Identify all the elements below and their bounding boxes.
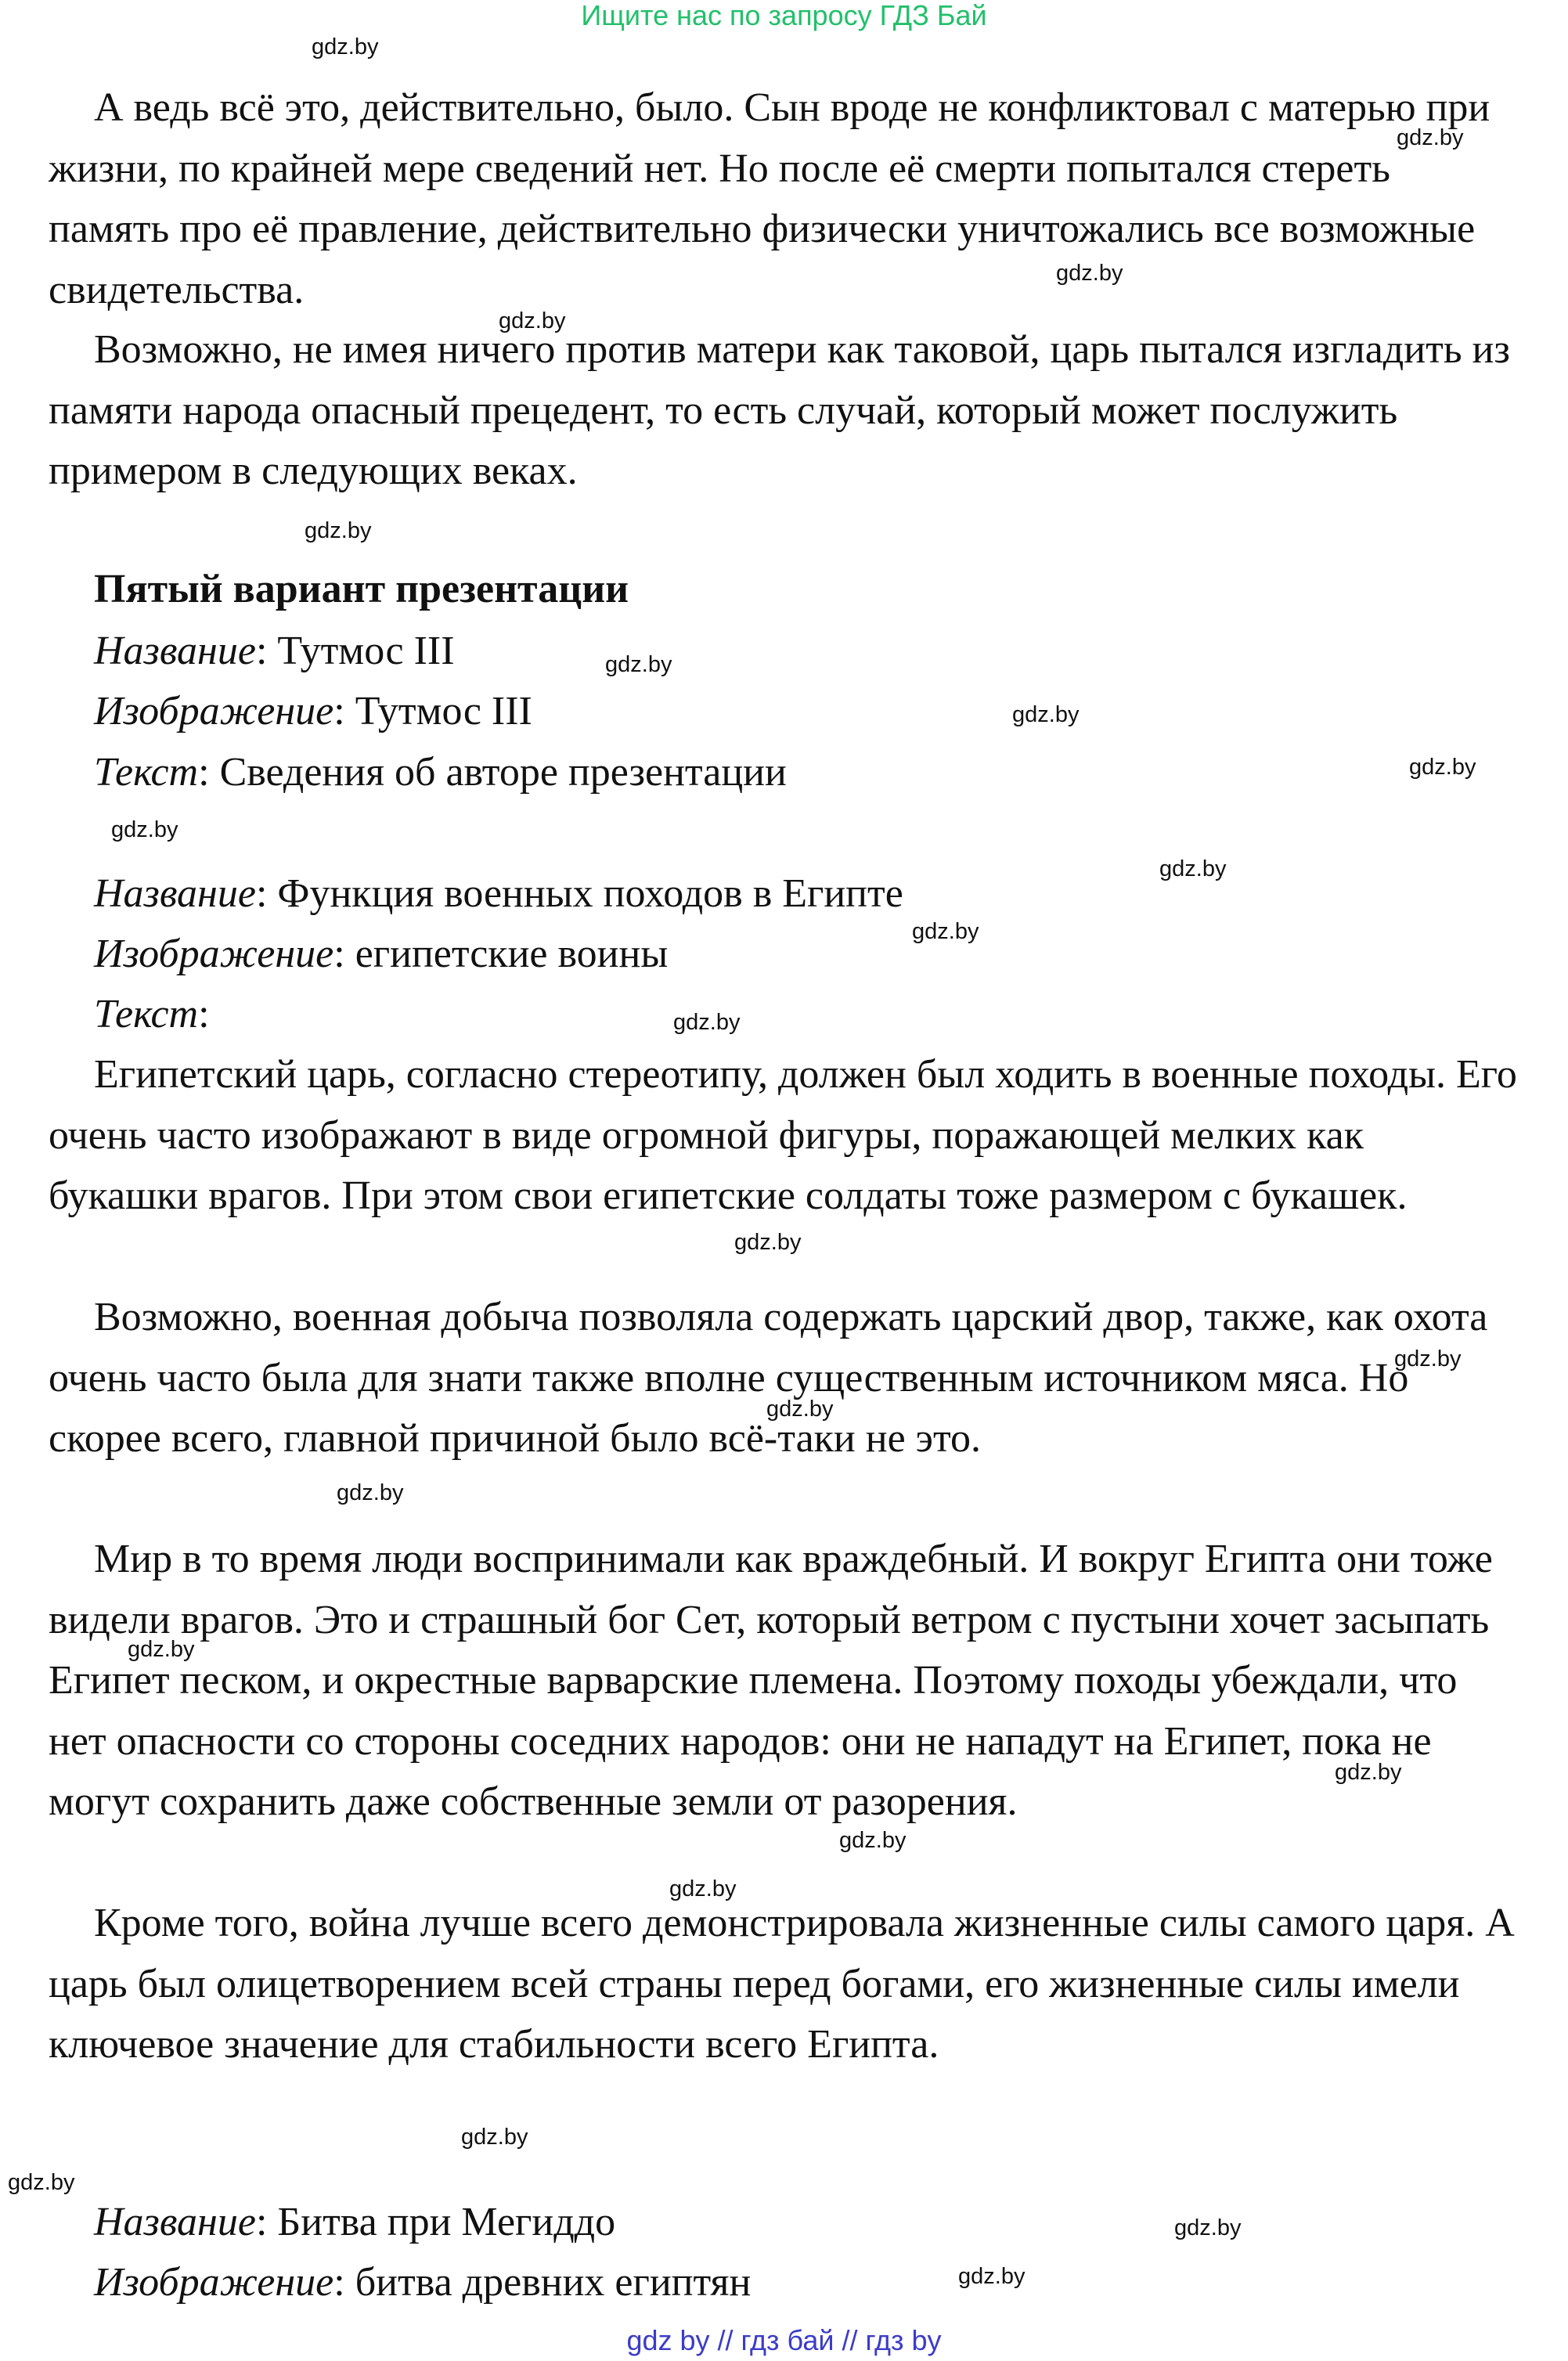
slide-name: Функция военных походов в Египте — [277, 871, 903, 916]
watermark: gdz.by — [128, 1637, 195, 1662]
slide-text: Сведения об авторе презентации — [219, 750, 787, 795]
bottom-banner: gdz by // гдз бай // гдз by — [626, 2324, 942, 2356]
image-label: Изображение — [94, 2260, 334, 2305]
slide-image: битва древних египтян — [355, 2260, 752, 2305]
image-label: Изображение — [94, 932, 334, 976]
watermark: gdz.by — [1012, 702, 1080, 727]
watermark: gdz.by — [1409, 755, 1476, 780]
watermark: gdz.by — [337, 1480, 404, 1505]
slide-image: египетские воины — [355, 932, 669, 976]
slide-text-line: Текст: Сведения об авторе презентации — [94, 750, 787, 795]
name-label: Название — [94, 871, 256, 916]
watermark: gdz.by — [1159, 856, 1227, 881]
watermark: gdz.by — [912, 919, 979, 944]
slide-name: Тутмос III — [277, 629, 455, 673]
name-label: Название — [94, 629, 256, 673]
slide-image-line: Изображение: Тутмос III — [94, 689, 532, 734]
watermark: gdz.by — [673, 1010, 741, 1035]
image-label: Изображение — [94, 689, 334, 734]
watermark: gdz.by — [734, 1230, 802, 1255]
slide-name-line: Название: Тутмос III — [94, 629, 455, 673]
watermark: gdz.by — [1174, 2215, 1242, 2240]
slide-text-line: Текст: — [94, 992, 210, 1036]
top-banner: Ищите нас по запросу ГДЗ Бай — [581, 0, 987, 31]
paragraph: Возможно, военная добыча позволяла содержать царский двор, также, как охота очень часто была для знати также вполне существенным источником мяса. Но скорее всего, главной причиной было всё-таки не это. — [49, 1295, 1488, 1461]
text-label: Текст — [94, 750, 199, 795]
slide-image: Тутмос III — [355, 689, 532, 734]
slide-name-line: Название: Функция военных походов в Египте — [94, 871, 903, 916]
watermark: gdz.by — [8, 2170, 75, 2195]
watermark: gdz.by — [958, 2264, 1026, 2289]
watermark: gdz.by — [461, 2125, 528, 2150]
section-heading: Пятый вариант презентации — [94, 567, 629, 611]
watermark: gdz.by — [605, 652, 672, 677]
watermark: gdz.by — [499, 308, 566, 333]
watermark: gdz.by — [305, 518, 372, 543]
paragraph: А ведь всё это, действительно, было. Сын вроде не конфликтовал с матерью при жизни, по крайней мере сведений нет. Но после её смерти попытался стереть память про её правление, действительно физически уничтожались все возможные свидетельства. — [49, 85, 1491, 312]
slide-name-line: Название: Битва при Мегиддо — [94, 2200, 616, 2244]
watermark: gdz.by — [1397, 125, 1464, 150]
watermark: gdz.by — [839, 1828, 907, 1853]
slide-image-line: Изображение: битва древних египтян — [94, 2260, 752, 2305]
paragraph: Египетский царь, согласно стереотипу, должен был ходить в военные походы. Его очень часто изображают в виде огромной фигуры, поражающей мелких как букашки врагов. При этом свои египетские солдаты тоже размером с букашек. — [49, 1052, 1517, 1218]
paragraph: Возможно, не имея ничего против матери как таковой, царь пытался изгладить из памяти народа опасный прецедент, то есть случай, который может послужить примером в следующих веках. — [49, 327, 1510, 493]
watermark: gdz.by — [111, 817, 178, 842]
watermark: gdz.by — [1335, 1760, 1402, 1785]
watermark: gdz.by — [766, 1397, 834, 1422]
slide-image-line: Изображение: египетские воины — [94, 932, 669, 976]
watermark: gdz.by — [669, 1876, 737, 1901]
watermark: gdz.by — [1056, 261, 1123, 286]
watermark: gdz.by — [312, 34, 379, 59]
name-label: Название — [94, 2200, 256, 2244]
slide-name: Битва при Мегиддо — [277, 2200, 616, 2244]
text-label: Текст — [94, 992, 199, 1036]
paragraph: Кроме того, война лучше всего демонстрировала жизненные силы самого царя. А царь был олицетворением всей страны перед богами, его жизненные силы имели ключевое значение для стабильности всего Египта. — [49, 1901, 1515, 2067]
paragraph: Мир в то время люди воспринимали как враждебный. И вокруг Египта они тоже видели врагов. Это и страшный бог Сет, который ветром с пустыни хочет засыпать Египет песком, и окрестные варварские племена. Поэтому походы убеждали, что нет опасности со стороны соседних народов: они не нападут на Египет, пока не могут сохранить даже собственные земли от разорения. — [49, 1537, 1493, 1824]
watermark: gdz.by — [1394, 1346, 1462, 1372]
